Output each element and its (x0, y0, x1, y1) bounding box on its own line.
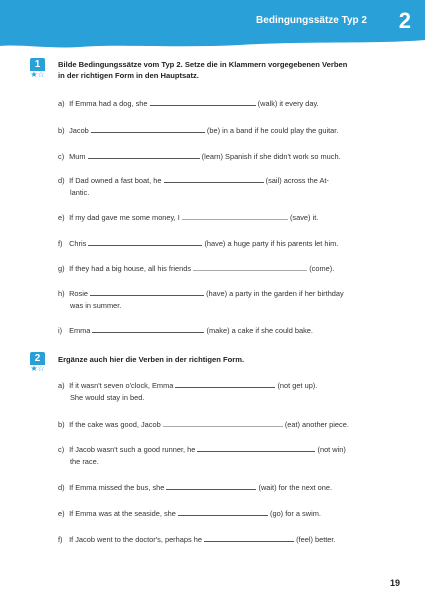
task-2-item-f: f) If Jacob went to the doctor's, perhaps he (feel) better. (58, 535, 336, 544)
task-1-item-d: d) If Dad owned a fast boat, he (sail) across the At- lantic. (58, 176, 329, 197)
difficulty-stars-icon: ★☆ (30, 364, 45, 373)
answer-blank[interactable] (88, 237, 202, 246)
task-2-item-c: c) If Jacob wasn't such a good runner, he (not win) the race. (58, 445, 346, 466)
answer-blank[interactable] (90, 287, 204, 296)
answer-blank[interactable] (163, 418, 283, 427)
answer-blank[interactable] (204, 533, 294, 542)
answer-blank[interactable] (92, 324, 204, 333)
task-1-item-a: a) If Emma had a dog, she (walk) it every day. (58, 99, 319, 108)
answer-blank[interactable] (175, 379, 275, 388)
task-1-badge (30, 58, 45, 79)
difficulty-stars-icon: ★☆ (30, 70, 45, 79)
answer-blank[interactable] (164, 174, 264, 183)
answer-blank[interactable] (166, 481, 256, 490)
header-banner (0, 0, 425, 50)
task-1-item-b: b) Jacob (be) in a band if he could play the guitar. (58, 126, 339, 135)
answer-blank[interactable] (150, 97, 256, 106)
page-number: 19 (389, 578, 400, 588)
task-1-item-e: e) If my dad gave me some money, I (save) it. (58, 213, 319, 222)
task-2-item-b: b) If the cake was good, Jacob (eat) another piece. (58, 420, 349, 429)
task-2-number: 2 (30, 352, 45, 365)
task-2-badge (30, 352, 45, 373)
answer-blank[interactable] (193, 262, 307, 271)
page-title: Bedingungssätze Typ 2 (256, 15, 367, 26)
task-1-instruction: Bilde Bedingungssätze vom Typ 2. Setze die in Klammern vorgegebenen Verben in der richtigen Form in den Hauptsatz. (58, 60, 348, 80)
task-1-item-i: i) Emma (make) a cake if she could bake. (58, 326, 313, 335)
task-2-instruction: Ergänze auch hier die Verben in der richtigen Form. (58, 355, 245, 364)
answer-blank[interactable] (182, 211, 288, 220)
task-2-item-d: d) If Emma missed the bus, she (wait) for the next one. (58, 483, 333, 492)
task-1-item-f: f) Chris (have) a huge party if his parents let him. (58, 239, 339, 248)
chapter-number: 2 (398, 8, 411, 33)
task-1-item-h: h) Rosie (have) a party in the garden if her birthday was in summer. (58, 289, 344, 310)
answer-blank[interactable] (197, 443, 315, 452)
task-2-item-e: e) If Emma was at the seaside, she (go) for a swim. (58, 509, 321, 518)
answer-blank[interactable] (91, 124, 205, 133)
answer-blank[interactable] (178, 507, 268, 516)
answer-blank[interactable] (88, 150, 200, 159)
task-1-item-g: g) If they had a big house, all his friends (come). (58, 264, 335, 273)
task-1-item-c: c) Mum (learn) Spanish if she didn't work so much. (58, 152, 341, 161)
task-1-number: 1 (30, 58, 45, 71)
task-2-item-a: a) If it wasn't seven o'clock, Emma (not get up). She would stay in bed. (58, 381, 318, 402)
